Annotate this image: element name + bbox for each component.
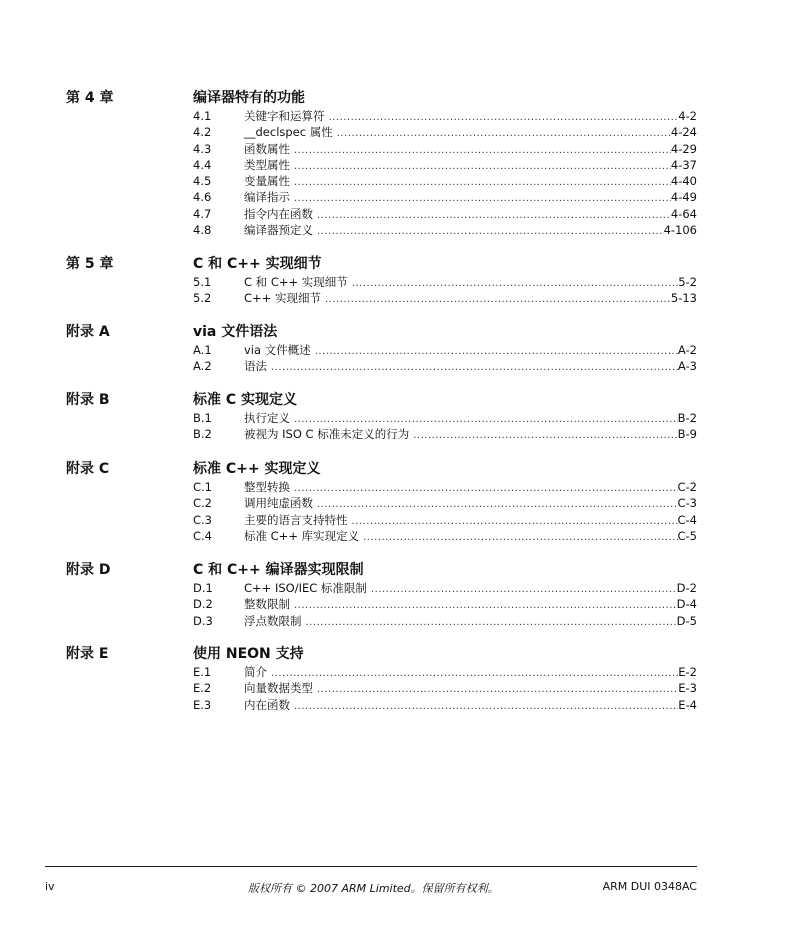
page-reference: D-5 — [676, 613, 697, 628]
section-title: 关键字和运算符 — [244, 109, 325, 123]
section-title: 变量属性 — [244, 174, 290, 188]
page-reference: C-5 — [677, 528, 697, 543]
page-reference: 4-40 — [670, 174, 697, 188]
section-number: C.2 — [193, 496, 213, 511]
chapter-title[interactable]: 标准 C++ 实现定义 — [193, 461, 321, 477]
page-reference: D-2 — [676, 581, 697, 595]
footer-page-number: iv — [45, 880, 55, 893]
dot-leader — [294, 191, 671, 207]
section-number: D.3 — [193, 613, 213, 628]
toc-entry[interactable] — [193, 141, 697, 157]
section-title: via 文件概述 — [244, 343, 311, 357]
page-reference: 4-2 — [678, 109, 697, 123]
toc-entry-list — [193, 274, 697, 307]
section-number: E.2 — [193, 681, 212, 696]
page-reference: C-2 — [677, 480, 697, 494]
dot-leader — [325, 292, 671, 308]
toc-entry[interactable] — [193, 596, 697, 612]
toc-entry[interactable] — [193, 124, 697, 140]
dot-leader — [294, 699, 678, 715]
chapter-title[interactable]: 标准 C 实现定义 — [193, 392, 298, 408]
section-number: 5.2 — [193, 291, 212, 306]
section-title: 内在函数 — [244, 697, 290, 712]
section-title: 编译器预定义 — [244, 222, 313, 237]
page-reference: 4-29 — [670, 141, 697, 156]
section-title: 语法 — [244, 359, 267, 374]
toc-entry[interactable] — [193, 290, 697, 306]
chapter-title[interactable]: C 和 C++ 实现细节 — [193, 256, 322, 272]
section-number: 5.1 — [193, 275, 212, 289]
footer-divider — [45, 866, 697, 867]
dot-leader — [371, 582, 677, 598]
section-title: 调用纯虚函数 — [244, 496, 313, 511]
section-title: C++ ISO/IEC 标准限制 — [244, 581, 367, 595]
section-number: A.1 — [193, 343, 212, 357]
page-reference: A-3 — [677, 359, 697, 374]
section-title: 浮点数限制 — [244, 613, 302, 628]
toc-entry[interactable] — [193, 512, 697, 528]
chapter-label: 附录 B — [66, 392, 110, 408]
toc-entry[interactable] — [193, 173, 697, 189]
section-title: 向量数据类型 — [244, 681, 313, 696]
toc-entry[interactable] — [193, 189, 697, 205]
page-reference: A-2 — [677, 343, 697, 357]
chapter-label: 第 4 章 — [66, 90, 114, 106]
chapter-label: 附录 C — [66, 461, 110, 477]
toc-entry[interactable] — [193, 274, 697, 290]
page-reference: E-4 — [678, 697, 697, 712]
toc-entry[interactable] — [193, 206, 697, 222]
toc-entry[interactable] — [193, 108, 697, 124]
toc-entry-list — [193, 479, 697, 544]
section-title: C++ 实现细节 — [244, 291, 321, 306]
section-number: 4.4 — [193, 157, 212, 172]
toc-entry[interactable] — [193, 528, 697, 544]
toc-entry[interactable] — [193, 342, 697, 358]
section-title: 主要的语言支持特性 — [244, 512, 348, 527]
section-number: 4.2 — [193, 125, 212, 140]
dot-leader — [413, 428, 677, 444]
page-reference: B-9 — [677, 427, 697, 442]
page-reference: C-4 — [677, 512, 697, 527]
dot-leader — [294, 598, 677, 614]
dot-leader — [271, 360, 678, 376]
page-reference: B-2 — [677, 411, 697, 425]
chapter-label: 附录 D — [66, 562, 111, 578]
chapter-title[interactable]: 编译器特有的功能 — [193, 90, 305, 106]
page-reference: 4-106 — [663, 222, 697, 237]
toc-entry-list — [193, 580, 697, 629]
dot-leader — [315, 344, 678, 360]
toc-entry[interactable] — [193, 426, 697, 442]
dot-leader — [363, 530, 677, 546]
dot-leader — [271, 666, 678, 682]
chapter-title[interactable]: 使用 NEON 支持 — [193, 646, 304, 662]
toc-entry[interactable] — [193, 410, 697, 426]
toc-entry[interactable] — [193, 479, 697, 495]
section-title: __declspec 属性 — [244, 125, 333, 140]
section-number: A.2 — [193, 359, 212, 374]
toc-entry-list — [193, 108, 697, 238]
section-number: 4.1 — [193, 109, 212, 123]
dot-leader — [337, 126, 671, 142]
section-title: 编译指示 — [244, 190, 290, 205]
page-reference: 5-2 — [678, 275, 697, 289]
dot-leader — [317, 208, 671, 224]
dot-leader — [317, 682, 678, 698]
toc-entry[interactable] — [193, 358, 697, 374]
page-reference: E-3 — [678, 681, 697, 696]
chapter-label: 第 5 章 — [66, 256, 114, 272]
toc-entry-list — [193, 342, 697, 375]
page-reference: 4-24 — [670, 125, 697, 140]
section-title: 类型属性 — [244, 157, 290, 172]
footer-doc-id: ARM DUI 0348AC — [602, 880, 697, 893]
toc-entry[interactable] — [193, 697, 697, 713]
dot-leader — [294, 481, 678, 497]
toc-entry[interactable] — [193, 680, 697, 696]
toc-entry[interactable] — [193, 613, 697, 629]
section-title: 整型转换 — [244, 480, 290, 494]
page-reference: 4-37 — [670, 157, 697, 172]
toc-entry[interactable] — [193, 580, 697, 596]
section-title: C 和 C++ 实现细节 — [244, 275, 348, 289]
toc-entry-list — [193, 410, 697, 443]
section-number: 4.8 — [193, 222, 212, 237]
toc-entry[interactable] — [193, 157, 697, 173]
chapter-label: 附录 E — [66, 646, 109, 662]
toc-entry[interactable] — [193, 222, 697, 238]
section-title: 指令内在函数 — [244, 206, 313, 221]
chapter-title[interactable]: via 文件语法 — [193, 324, 278, 340]
dot-leader — [317, 497, 678, 513]
section-title: 被视为 ISO C 标准未定义的行为 — [244, 427, 410, 442]
section-title: 整数限制 — [244, 597, 290, 612]
section-number: D.1 — [193, 581, 213, 595]
section-number: 4.3 — [193, 141, 212, 156]
section-number: C.3 — [193, 512, 213, 527]
section-title: 执行定义 — [244, 411, 290, 425]
section-number: D.2 — [193, 597, 213, 612]
dot-leader — [317, 224, 664, 240]
dot-leader — [352, 276, 678, 292]
section-number: 4.5 — [193, 174, 212, 188]
section-number: E.3 — [193, 697, 212, 712]
toc-entry-list — [193, 664, 697, 713]
section-number: 4.6 — [193, 190, 212, 205]
section-number: C.4 — [193, 528, 213, 543]
page-reference: E-2 — [678, 665, 697, 679]
dot-leader — [294, 175, 671, 191]
section-number: E.1 — [193, 665, 212, 679]
section-title: 标准 C++ 库实现定义 — [244, 528, 360, 543]
page-reference: C-3 — [677, 496, 697, 511]
section-number: 4.7 — [193, 206, 212, 221]
chapter-title[interactable]: C 和 C++ 编译器实现限制 — [193, 562, 364, 578]
dot-leader — [294, 143, 671, 159]
dot-leader — [294, 159, 671, 175]
section-title: 函数属性 — [244, 141, 290, 156]
page-reference: 5-13 — [670, 291, 697, 306]
chapter-label: 附录 A — [66, 324, 110, 340]
footer-copyright: 版权所有 © 2007 ARM Limited。保留所有权利。 — [248, 882, 499, 895]
section-number: B.2 — [193, 427, 212, 442]
toc-entry[interactable] — [193, 664, 697, 680]
page-reference: D-4 — [676, 597, 697, 612]
toc-entry[interactable] — [193, 495, 697, 511]
dot-leader — [306, 615, 677, 631]
section-number: B.1 — [193, 411, 212, 425]
dot-leader — [329, 110, 679, 126]
section-number: C.1 — [193, 480, 213, 494]
page-reference: 4-49 — [670, 190, 697, 205]
page-reference: 4-64 — [670, 206, 697, 221]
section-title: 简介 — [244, 665, 267, 679]
dot-leader — [352, 514, 678, 530]
